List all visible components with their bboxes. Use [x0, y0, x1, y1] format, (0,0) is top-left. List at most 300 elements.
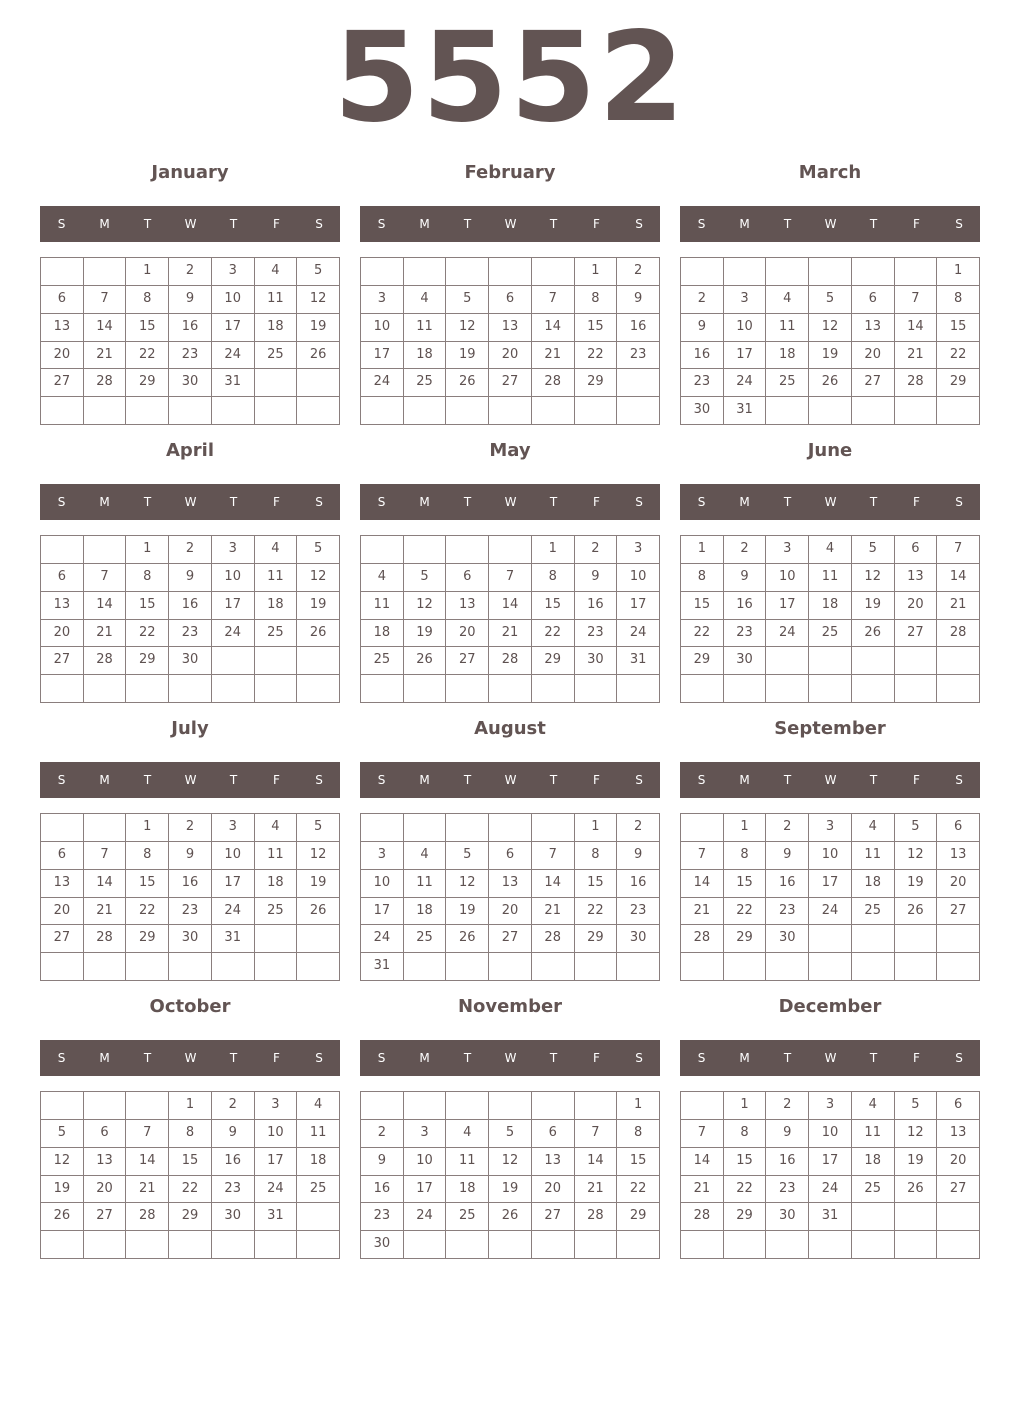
day-cell: 22: [724, 1176, 767, 1204]
day-cell: 17: [617, 592, 660, 620]
day-cell: 11: [852, 842, 895, 870]
day-cell: 27: [489, 369, 532, 397]
weekday-label: M: [99, 495, 110, 509]
weekday-label: W: [184, 1051, 197, 1065]
day-cell: [895, 953, 938, 981]
day-cell: 5: [809, 286, 852, 314]
month-name: March: [798, 162, 862, 183]
day-cell: 31: [809, 1203, 852, 1231]
day-cell: 11: [255, 564, 298, 592]
day-cell: [895, 258, 938, 286]
weekday-label: S: [955, 495, 963, 509]
day-cell: 2: [724, 536, 767, 564]
day-cell: 4: [852, 1092, 895, 1120]
day-cell: 6: [895, 536, 938, 564]
day-cell: 16: [617, 870, 660, 898]
day-cell: 27: [532, 1203, 575, 1231]
day-cell: [895, 675, 938, 703]
day-cell: 12: [297, 564, 340, 592]
day-cell: 12: [297, 842, 340, 870]
day-cell: 14: [532, 870, 575, 898]
day-cell: 2: [212, 1092, 255, 1120]
day-cell: 4: [404, 842, 447, 870]
day-cell: 19: [895, 870, 938, 898]
day-cell: [852, 1231, 895, 1259]
day-cell: [852, 647, 895, 675]
day-cell: [852, 675, 895, 703]
day-cell: 24: [212, 898, 255, 926]
day-cell: 29: [617, 1203, 660, 1231]
year-title: 5552: [333, 6, 687, 150]
weekday-label: W: [824, 1051, 837, 1065]
month-name: October: [149, 996, 231, 1017]
day-cell: 8: [126, 842, 169, 870]
weekday-label: W: [504, 495, 517, 509]
day-cell: 22: [575, 898, 618, 926]
weekday-label: S: [315, 217, 323, 231]
day-cell: [489, 814, 532, 842]
day-cell: 20: [41, 620, 84, 648]
weekday-label: F: [913, 217, 920, 231]
weekday-label: S: [697, 773, 706, 787]
day-cell: [937, 1203, 980, 1231]
weekday-label: T: [229, 773, 238, 787]
day-cell: 11: [404, 314, 447, 342]
day-cell: 4: [361, 564, 404, 592]
day-cell: 23: [169, 342, 212, 370]
day-cell: [169, 675, 212, 703]
day-cell: 22: [532, 620, 575, 648]
day-cell: 8: [575, 842, 618, 870]
day-cell: 21: [489, 620, 532, 648]
day-grid: [680, 257, 980, 425]
day-cell: [126, 1092, 169, 1120]
day-cell: 14: [84, 870, 127, 898]
weekday-label: S: [315, 495, 323, 509]
day-cell: 27: [41, 647, 84, 675]
day-cell: 26: [809, 369, 852, 397]
day-cell: 8: [126, 564, 169, 592]
day-cell: [41, 397, 84, 425]
day-cell: 8: [532, 564, 575, 592]
weekday-label: T: [229, 217, 238, 231]
day-cell: [532, 675, 575, 703]
day-cell: [255, 1231, 298, 1259]
weekday-label: W: [184, 217, 197, 231]
weekday-label: W: [824, 217, 837, 231]
weekday-header: [40, 206, 340, 242]
day-cell: 22: [617, 1176, 660, 1204]
day-cell: [126, 675, 169, 703]
day-grid: [360, 535, 660, 703]
day-cell: [532, 1231, 575, 1259]
day-cell: 31: [255, 1203, 298, 1231]
day-cell: [852, 925, 895, 953]
day-cell: 24: [766, 620, 809, 648]
day-cell: 18: [255, 314, 298, 342]
day-cell: 31: [724, 397, 767, 425]
day-cell: [681, 675, 724, 703]
day-cell: 18: [852, 870, 895, 898]
day-cell: [297, 397, 340, 425]
day-cell: [41, 675, 84, 703]
day-cell: 15: [169, 1148, 212, 1176]
day-cell: 12: [489, 1148, 532, 1176]
day-cell: [255, 925, 298, 953]
day-cell: [532, 1092, 575, 1120]
day-cell: 14: [84, 592, 127, 620]
day-cell: 16: [169, 314, 212, 342]
day-cell: 15: [126, 592, 169, 620]
day-cell: [895, 1231, 938, 1259]
day-cell: 11: [255, 286, 298, 314]
day-cell: 12: [404, 592, 447, 620]
day-cell: 29: [126, 647, 169, 675]
day-cell: 23: [617, 342, 660, 370]
day-cell: 6: [489, 286, 532, 314]
day-cell: 3: [724, 286, 767, 314]
day-grid: [40, 813, 340, 981]
day-cell: 9: [169, 564, 212, 592]
day-cell: 19: [852, 592, 895, 620]
day-cell: [297, 675, 340, 703]
day-cell: 24: [404, 1203, 447, 1231]
day-cell: 4: [809, 536, 852, 564]
month-march: [680, 158, 980, 428]
day-cell: 21: [84, 898, 127, 926]
day-cell: [489, 536, 532, 564]
day-cell: [84, 258, 127, 286]
day-cell: 17: [361, 898, 404, 926]
day-cell: 15: [532, 592, 575, 620]
day-cell: 13: [937, 1120, 980, 1148]
day-cell: 3: [766, 536, 809, 564]
day-cell: 6: [532, 1120, 575, 1148]
month-name: January: [151, 162, 229, 183]
day-cell: [681, 953, 724, 981]
day-cell: 11: [766, 314, 809, 342]
day-cell: 12: [809, 314, 852, 342]
weekday-label: S: [697, 217, 706, 231]
weekday-label: S: [315, 773, 323, 787]
weekday-label: M: [419, 1051, 430, 1065]
day-cell: [532, 258, 575, 286]
day-cell: 25: [852, 1176, 895, 1204]
day-cell: 19: [489, 1176, 532, 1204]
weekday-label: T: [463, 217, 472, 231]
day-cell: [361, 397, 404, 425]
day-cell: 22: [126, 898, 169, 926]
day-cell: 24: [809, 1176, 852, 1204]
day-cell: [617, 369, 660, 397]
weekday-header: [680, 1040, 980, 1076]
weekday-header: [680, 206, 980, 242]
day-cell: [255, 953, 298, 981]
day-cell: 10: [361, 314, 404, 342]
day-cell: 6: [852, 286, 895, 314]
day-cell: 8: [724, 1120, 767, 1148]
day-cell: [895, 925, 938, 953]
month-name: September: [774, 718, 886, 739]
day-cell: [212, 647, 255, 675]
day-cell: 19: [404, 620, 447, 648]
day-cell: 5: [446, 842, 489, 870]
day-cell: 10: [809, 1120, 852, 1148]
weekday-label: M: [99, 1051, 110, 1065]
day-cell: 13: [41, 314, 84, 342]
weekday-label: W: [504, 773, 517, 787]
day-cell: 10: [809, 842, 852, 870]
day-cell: 17: [809, 1148, 852, 1176]
day-cell: 3: [255, 1092, 298, 1120]
day-cell: [404, 953, 447, 981]
day-cell: 3: [212, 536, 255, 564]
day-cell: [446, 1092, 489, 1120]
day-cell: 31: [361, 953, 404, 981]
weekday-label: T: [549, 773, 558, 787]
day-cell: 23: [766, 898, 809, 926]
weekday-label: M: [419, 217, 430, 231]
day-cell: 6: [937, 814, 980, 842]
day-cell: 23: [169, 620, 212, 648]
day-cell: 10: [404, 1148, 447, 1176]
day-cell: 24: [255, 1176, 298, 1204]
day-cell: 26: [446, 369, 489, 397]
day-cell: [809, 397, 852, 425]
day-grid: [40, 1091, 340, 1259]
day-cell: [809, 953, 852, 981]
day-cell: 24: [361, 925, 404, 953]
day-cell: 29: [937, 369, 980, 397]
day-cell: 1: [126, 536, 169, 564]
day-cell: 23: [766, 1176, 809, 1204]
day-cell: 17: [766, 592, 809, 620]
day-cell: 30: [361, 1231, 404, 1259]
day-cell: [404, 675, 447, 703]
day-cell: [489, 675, 532, 703]
day-cell: 21: [84, 620, 127, 648]
day-cell: 4: [404, 286, 447, 314]
day-cell: 26: [852, 620, 895, 648]
day-cell: 23: [724, 620, 767, 648]
day-cell: [255, 647, 298, 675]
day-cell: [169, 397, 212, 425]
day-cell: [446, 953, 489, 981]
day-cell: 15: [575, 314, 618, 342]
month-september: [680, 714, 980, 984]
day-cell: 2: [575, 536, 618, 564]
day-cell: 16: [169, 870, 212, 898]
day-cell: 17: [404, 1176, 447, 1204]
day-cell: 11: [404, 870, 447, 898]
day-cell: 31: [212, 925, 255, 953]
weekday-label: M: [99, 773, 110, 787]
day-cell: 15: [724, 1148, 767, 1176]
day-cell: 12: [895, 1120, 938, 1148]
day-cell: 22: [681, 620, 724, 648]
day-cell: 5: [297, 258, 340, 286]
day-cell: 7: [84, 842, 127, 870]
day-cell: 17: [809, 870, 852, 898]
day-cell: 30: [681, 397, 724, 425]
day-cell: 4: [255, 814, 298, 842]
weekday-label: W: [184, 773, 197, 787]
day-cell: [895, 647, 938, 675]
day-cell: [489, 1092, 532, 1120]
day-cell: 11: [361, 592, 404, 620]
day-cell: 20: [84, 1176, 127, 1204]
day-cell: 1: [937, 258, 980, 286]
weekday-label: F: [913, 495, 920, 509]
day-cell: [404, 1231, 447, 1259]
day-cell: 25: [852, 898, 895, 926]
day-cell: 8: [169, 1120, 212, 1148]
day-cell: 18: [255, 870, 298, 898]
weekday-label: F: [593, 773, 600, 787]
day-cell: 15: [126, 314, 169, 342]
day-cell: 7: [84, 564, 127, 592]
day-cell: 28: [575, 1203, 618, 1231]
month-november: [360, 992, 660, 1262]
day-cell: 26: [446, 925, 489, 953]
day-cell: 6: [41, 842, 84, 870]
weekday-label: S: [697, 1051, 706, 1065]
day-cell: 10: [766, 564, 809, 592]
day-cell: 5: [297, 814, 340, 842]
day-cell: [617, 397, 660, 425]
month-june: [680, 436, 980, 706]
weekday-header: [40, 1040, 340, 1076]
day-cell: 10: [361, 870, 404, 898]
day-cell: [446, 397, 489, 425]
weekday-header: [360, 484, 660, 520]
weekday-label: S: [315, 1051, 323, 1065]
day-cell: 1: [617, 1092, 660, 1120]
day-cell: [446, 258, 489, 286]
day-cell: [532, 397, 575, 425]
day-cell: 14: [126, 1148, 169, 1176]
weekday-label: S: [697, 495, 706, 509]
day-cell: 3: [809, 814, 852, 842]
weekday-label: F: [273, 773, 280, 787]
day-cell: 16: [617, 314, 660, 342]
weekday-label: M: [99, 217, 110, 231]
day-cell: 6: [446, 564, 489, 592]
day-cell: [41, 1231, 84, 1259]
day-cell: [126, 397, 169, 425]
day-cell: [41, 953, 84, 981]
day-cell: [766, 953, 809, 981]
day-cell: 12: [297, 286, 340, 314]
day-cell: [895, 1203, 938, 1231]
day-cell: 10: [255, 1120, 298, 1148]
day-cell: [126, 953, 169, 981]
day-cell: 21: [532, 898, 575, 926]
day-cell: [532, 814, 575, 842]
day-cell: 26: [895, 1176, 938, 1204]
day-cell: 10: [212, 286, 255, 314]
day-cell: 28: [84, 925, 127, 953]
day-cell: [724, 953, 767, 981]
weekday-label: T: [783, 1051, 792, 1065]
day-cell: 1: [126, 258, 169, 286]
day-cell: 7: [895, 286, 938, 314]
day-cell: 13: [852, 314, 895, 342]
day-cell: 16: [212, 1148, 255, 1176]
day-cell: 13: [489, 314, 532, 342]
day-cell: 15: [681, 592, 724, 620]
day-cell: 18: [766, 342, 809, 370]
weekday-label: S: [377, 1051, 386, 1065]
weekday-label: T: [549, 495, 558, 509]
day-cell: 29: [575, 925, 618, 953]
day-cell: 9: [681, 314, 724, 342]
day-cell: 25: [255, 898, 298, 926]
day-cell: [84, 675, 127, 703]
day-cell: 2: [169, 258, 212, 286]
day-cell: 4: [255, 258, 298, 286]
day-cell: 25: [297, 1176, 340, 1204]
weekday-label: T: [463, 495, 472, 509]
weekday-label: W: [504, 1051, 517, 1065]
day-cell: 18: [404, 898, 447, 926]
day-cell: 11: [446, 1148, 489, 1176]
day-cell: 18: [809, 592, 852, 620]
month-name: February: [464, 162, 556, 183]
day-cell: 20: [489, 342, 532, 370]
day-cell: 22: [126, 620, 169, 648]
day-cell: [404, 397, 447, 425]
day-cell: 13: [532, 1148, 575, 1176]
day-cell: [575, 675, 618, 703]
day-cell: [724, 1231, 767, 1259]
day-cell: [809, 675, 852, 703]
day-cell: [937, 397, 980, 425]
day-cell: [297, 953, 340, 981]
weekday-label: S: [377, 495, 386, 509]
day-cell: 12: [446, 314, 489, 342]
day-cell: 25: [404, 925, 447, 953]
day-cell: 30: [724, 647, 767, 675]
day-cell: 18: [852, 1148, 895, 1176]
day-cell: 27: [895, 620, 938, 648]
day-cell: 7: [489, 564, 532, 592]
day-cell: 15: [575, 870, 618, 898]
day-cell: 22: [575, 342, 618, 370]
day-cell: 9: [169, 842, 212, 870]
day-cell: 24: [617, 620, 660, 648]
day-cell: 23: [575, 620, 618, 648]
weekday-label: M: [739, 217, 750, 231]
day-cell: [489, 953, 532, 981]
day-cell: 25: [766, 369, 809, 397]
weekday-label: F: [593, 1051, 600, 1065]
day-cell: 30: [617, 925, 660, 953]
day-cell: 26: [41, 1203, 84, 1231]
day-cell: 14: [532, 314, 575, 342]
day-cell: 19: [41, 1176, 84, 1204]
day-cell: 15: [937, 314, 980, 342]
day-cell: 23: [361, 1203, 404, 1231]
month-may: [360, 436, 660, 706]
day-cell: 19: [297, 870, 340, 898]
day-grid: [680, 535, 980, 703]
day-cell: 14: [681, 1148, 724, 1176]
day-cell: [255, 397, 298, 425]
day-cell: 4: [852, 814, 895, 842]
day-cell: [41, 536, 84, 564]
day-cell: 7: [681, 1120, 724, 1148]
